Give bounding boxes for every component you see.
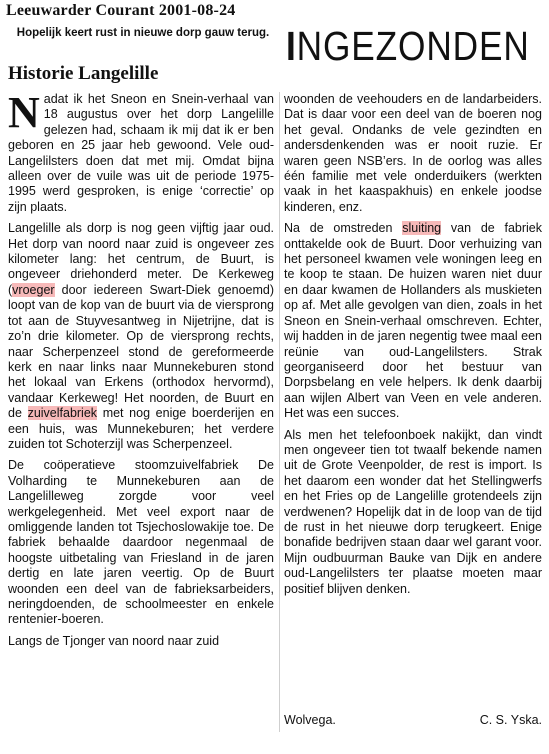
signoff-author: C. S. Yska. [479,713,542,727]
highlight-vroeger: vroeger [12,282,55,297]
right-paragraph-2: Na de omstreden sluiting van de fabriek onttakelde ook de Buurt. Door verhuizing van het personeel kwamen vele woningen leeg en te koop te staan. De huizen waren niet duur en daar kwamen de Hollanders als muskieten op af. Met alle gevolgen van dien, zoals in het Sneon en Snein-verhaal omschreven. Echter, wij hadden in de jaren negentig twee maal een reünie van oud-Langelilsters. Strak georganiseerd door het bestuur van Dorpsbelang en vele helpers. Ik denk daarbij aan wijlen Albert van Veen en vele anderen. Het was een succes. [284,221,542,421]
left-paragraph-1: Nadat ik het Sneon en Snein-verhaal van 18 augustus over het dorp Langelille gelezen had, schaam ik mij dat ik er ben geboren en 25 jaar heb gewoond. Vele oud-Langelilsters doen dat met mij. Omdat bijna alleen over de vuile was uit de periode 1975-1995 werd gesproken, is enige ‘correctie’ op zijn plaats. [8,88,274,214]
masthead: Leeuwarder Courant 2001-08-24 [6,2,236,19]
drop-cap: N [8,88,40,137]
left-column [8,88,274,649]
signoff-place: Wolvega. [284,713,336,727]
right-column [284,92,542,597]
left-paragraph-4: Langs de Tjonger van noord naar zuid [8,633,220,648]
left-paragraph-3: De coöperatieve stoomzuivelfabriek De Volharding te Munnekeburen aan de Langelilleweg zorgde voor veel werkgelegenheid. Met veel export naar de omliggende landen tot Tsjechoslowakije toe. De fabriek behaalde daardoor negenmaal de hoogste uitbetaling van Friesland in de jaren dertig en late jaren veertig. Op de Buurt woonden een deel van de fabrieksarbeiders, neringdoenden, de schoolmeester en enkele rentenier-boeren. [8,458,274,627]
right-paragraph-1: woonden de veehouders en de landarbeiders. Dat is daar voor een deel van de boeren nog het geval. Ondanks de vele gezindten en andersdenkenden was er nooit ruzie. Er waren geen NSB’ers. In de oorlog was alles één familie met vele onderduikers (werkten vaak in het kaaspakhuis) en enkele joodse kinderen, enz. [284,92,542,214]
left-paragraph-2: Langelille als dorp is nog geen vijftig jaar oud. Het dorp van noord naar zuid is ongeveer zes kilometer lang: het centrum, de Buurt, is ongeveer driehonderd meter. De Kerkeweg (vroeger door iedereen Swart-Diek genoemd) loopt van de kop van de buurt via de viersprong tot aan de Stuyvesantweg in Nijetrijne, dat is zo’n drie kilometer. Op de viersprong rechts, naar Scherpenzeel stond de gereformeerde kerk en naar links naar Munnekeburen stond het lokaal van Erkens (orthodox hervormd), vandaar Kerkeweg! Het noorden, de Buurt en de zuivelfabriek met nog enige boerderijen en een huis, was Munnekeburen; het verdere zuiden tot Schoterzijl was Scherpenzeel. [8,221,274,451]
signoff [284,713,542,727]
right-paragraph-3: Als men het telefoonboek nakijkt, dan vindt men ongeveer tien tot twaalf bekende namen uit de Grote Veenpolder, de rest is import. Is het daarom een wonder dat het Stellingwerfs en het Fries op de Langelille grotendeels zijn verdwenen? Hopelijk dat in de loop van de tijd de rust in het nieuwe dorp terugkeert. Enige bonafide bedrijven staan daar wel garant voor. Mijn oudbuurman Bauke van Dijk en andere oud-Langelilsters ter plaatse moeten maar positief blijven denken. [284,427,542,596]
column-divider [279,92,280,732]
kicker: Hopelijk keert rust in nieuwe dorp gauw terug. [16,27,270,39]
section-bar: I [286,23,297,69]
section-word: NGEZONDEN [296,23,530,69]
highlight-zuivelfabriek: zuivelfabriek [27,406,98,421]
section-title [286,22,530,70]
highlight-sluiting: sluiting [402,221,442,236]
headline: Historie Langelille [8,63,159,84]
